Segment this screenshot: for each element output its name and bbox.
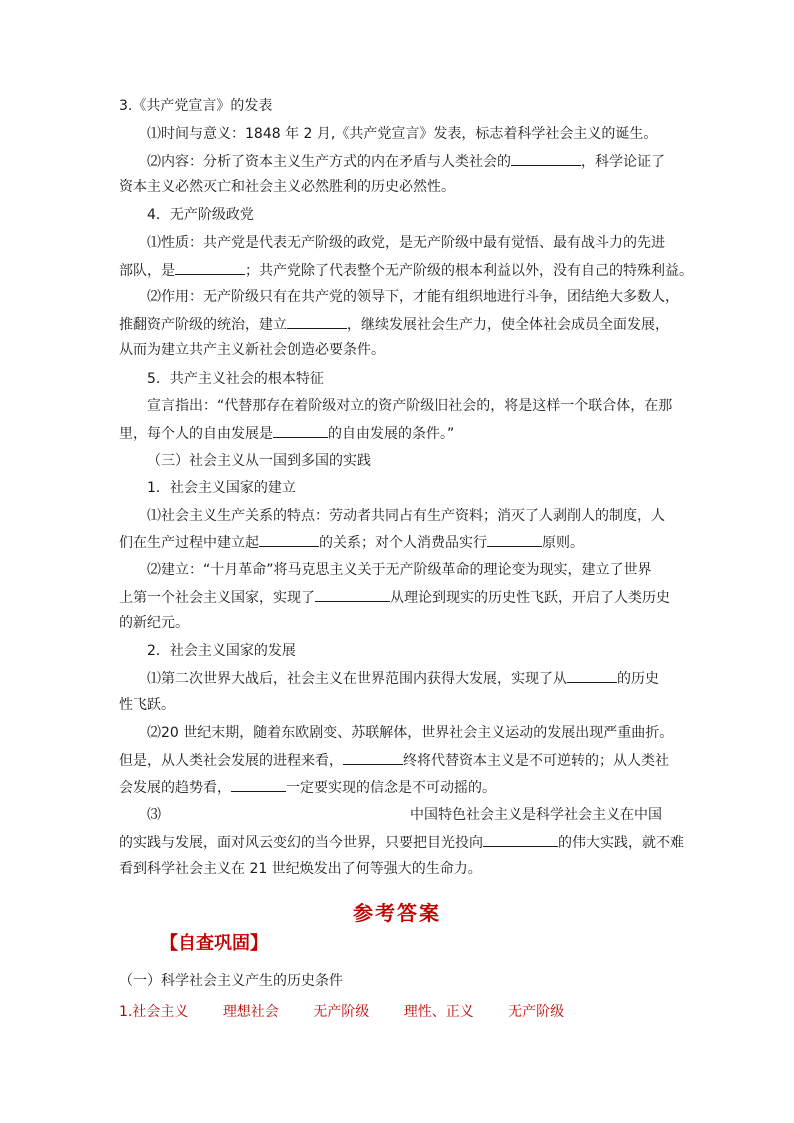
fill-blank bbox=[343, 750, 403, 765]
paragraph: 里，每个人的自由发展是 的自由发展的条件。” bbox=[119, 423, 454, 444]
paragraph: 的新纪元。 bbox=[119, 615, 189, 631]
sub-heading: 2．社会主义国家的发展 bbox=[147, 643, 296, 659]
paragraph: 会发展的趋势看， 一定要实现的信念是不可动摇的。 bbox=[119, 777, 496, 798]
paragraph: 性飞跃。 bbox=[119, 697, 175, 713]
paragraph: ⑵作用：无产阶级只有在共产党的领导下，才能有组织地进行斗争，团结绝大多数人， bbox=[147, 289, 679, 305]
answers-sub-heading: （一）科学社会主义产生的历史条件 bbox=[119, 973, 343, 989]
sub-heading: 1．社会主义国家的建立 bbox=[147, 480, 296, 496]
fill-blank bbox=[511, 151, 581, 166]
fill-blank bbox=[567, 668, 617, 683]
answer-item: 无产阶级 bbox=[508, 1004, 565, 1020]
fill-blank bbox=[315, 587, 390, 602]
paragraph: 从而为建立共产主义新社会创造必要条件。 bbox=[119, 342, 385, 358]
paragraph: ⑵建立：“十月革命”将马克思主义关于无产阶级革命的理论变为现实，建立了世界 bbox=[147, 562, 652, 578]
paragraph: ⑴第二次世界大战后，社会主义在世界范围内获得大发展，实现了从 的历史 bbox=[147, 668, 659, 689]
fill-blank bbox=[273, 423, 328, 438]
paragraph: ⑵内容：分析了资本主义生产方式的内在矛盾与人类社会的 ，科学论证了 bbox=[147, 151, 665, 172]
answer-item: 无产阶级 bbox=[313, 1004, 370, 1020]
fill-blank bbox=[483, 832, 558, 847]
paragraph: ⑴性质：共产党是代表无产阶级的政党，是无产阶级中最有觉悟、最有战斗力的先进 bbox=[147, 235, 665, 251]
paragraph: 宣言指出：“代替那存在着阶级对立的资产阶级旧社会的，将是这样一个联合体，在那 bbox=[147, 398, 673, 414]
paragraph: 们在生产过程中建立起 的关系；对个人消费品实行 原则。 bbox=[119, 532, 584, 553]
paragraph: 上第一个社会主义国家，实现了 从理论到现实的历史性飞跃，开启了人类历史 bbox=[119, 587, 670, 608]
paragraph: 资本主义必然灭亡和社会主义必然胜利的历史必然性。 bbox=[119, 179, 455, 195]
answer-item: 1.社会主义 bbox=[119, 1004, 189, 1020]
section-heading-4: 4．无产阶级政党 bbox=[147, 207, 254, 223]
answer-item: 理想社会 bbox=[222, 1004, 279, 1020]
paragraph: ⑴时间与意义：1848 年 2 月,《共产党宣言》发表，标志着科学社会主义的诞生。 bbox=[147, 126, 658, 142]
fill-blank bbox=[487, 532, 542, 547]
fill-blank bbox=[175, 260, 245, 275]
answers-list bbox=[119, 1001, 594, 1021]
paragraph: ⑶ bbox=[147, 807, 161, 823]
paragraph: 中国特色社会主义是科学社会主义在中国 bbox=[410, 807, 662, 823]
paragraph: 的实践与发展，面对风云变幻的当今世界，只要把目光投向 的伟大实践，就不难 bbox=[119, 832, 684, 853]
section-heading-3: 3.《共产党宣言》的发表 bbox=[119, 98, 273, 114]
paragraph: 但是，从人类社会发展的进程来看， 终将代替资本主义是不可逆转的；从人类社 bbox=[119, 750, 669, 771]
paragraph: 看到科学社会主义在 21 世纪焕发出了何等强大的生命力。 bbox=[119, 861, 482, 877]
part-heading: （三）社会主义从一国到多国的实践 bbox=[147, 453, 371, 469]
fill-blank bbox=[259, 532, 319, 547]
paragraph: 部队，是 ；共产党除了代表整个无产阶级的根本利益以外，没有自己的特殊利益。 bbox=[119, 260, 693, 281]
paragraph: ⑵20 世纪末期，随着东欧剧变、苏联解体，世界社会主义运动的发展出现严重曲折。 bbox=[147, 725, 674, 741]
fill-blank bbox=[287, 314, 347, 329]
answers-title: 参考答案 bbox=[353, 901, 441, 925]
fill-blank bbox=[231, 777, 286, 792]
paragraph: 推翻资产阶级的统治，建立 ，继续发展社会生产力，使全体社会成员全面发展， bbox=[119, 314, 669, 335]
section-heading-5: 5．共产主义社会的根本特征 bbox=[147, 371, 324, 387]
answer-item: 理性、正义 bbox=[403, 1004, 474, 1020]
answers-section-heading: 【自查巩固】 bbox=[160, 933, 268, 954]
paragraph: ⑴社会主义生产关系的特点：劳动者共同占有生产资料；消灭了人剥削人的制度，人 bbox=[147, 508, 665, 524]
